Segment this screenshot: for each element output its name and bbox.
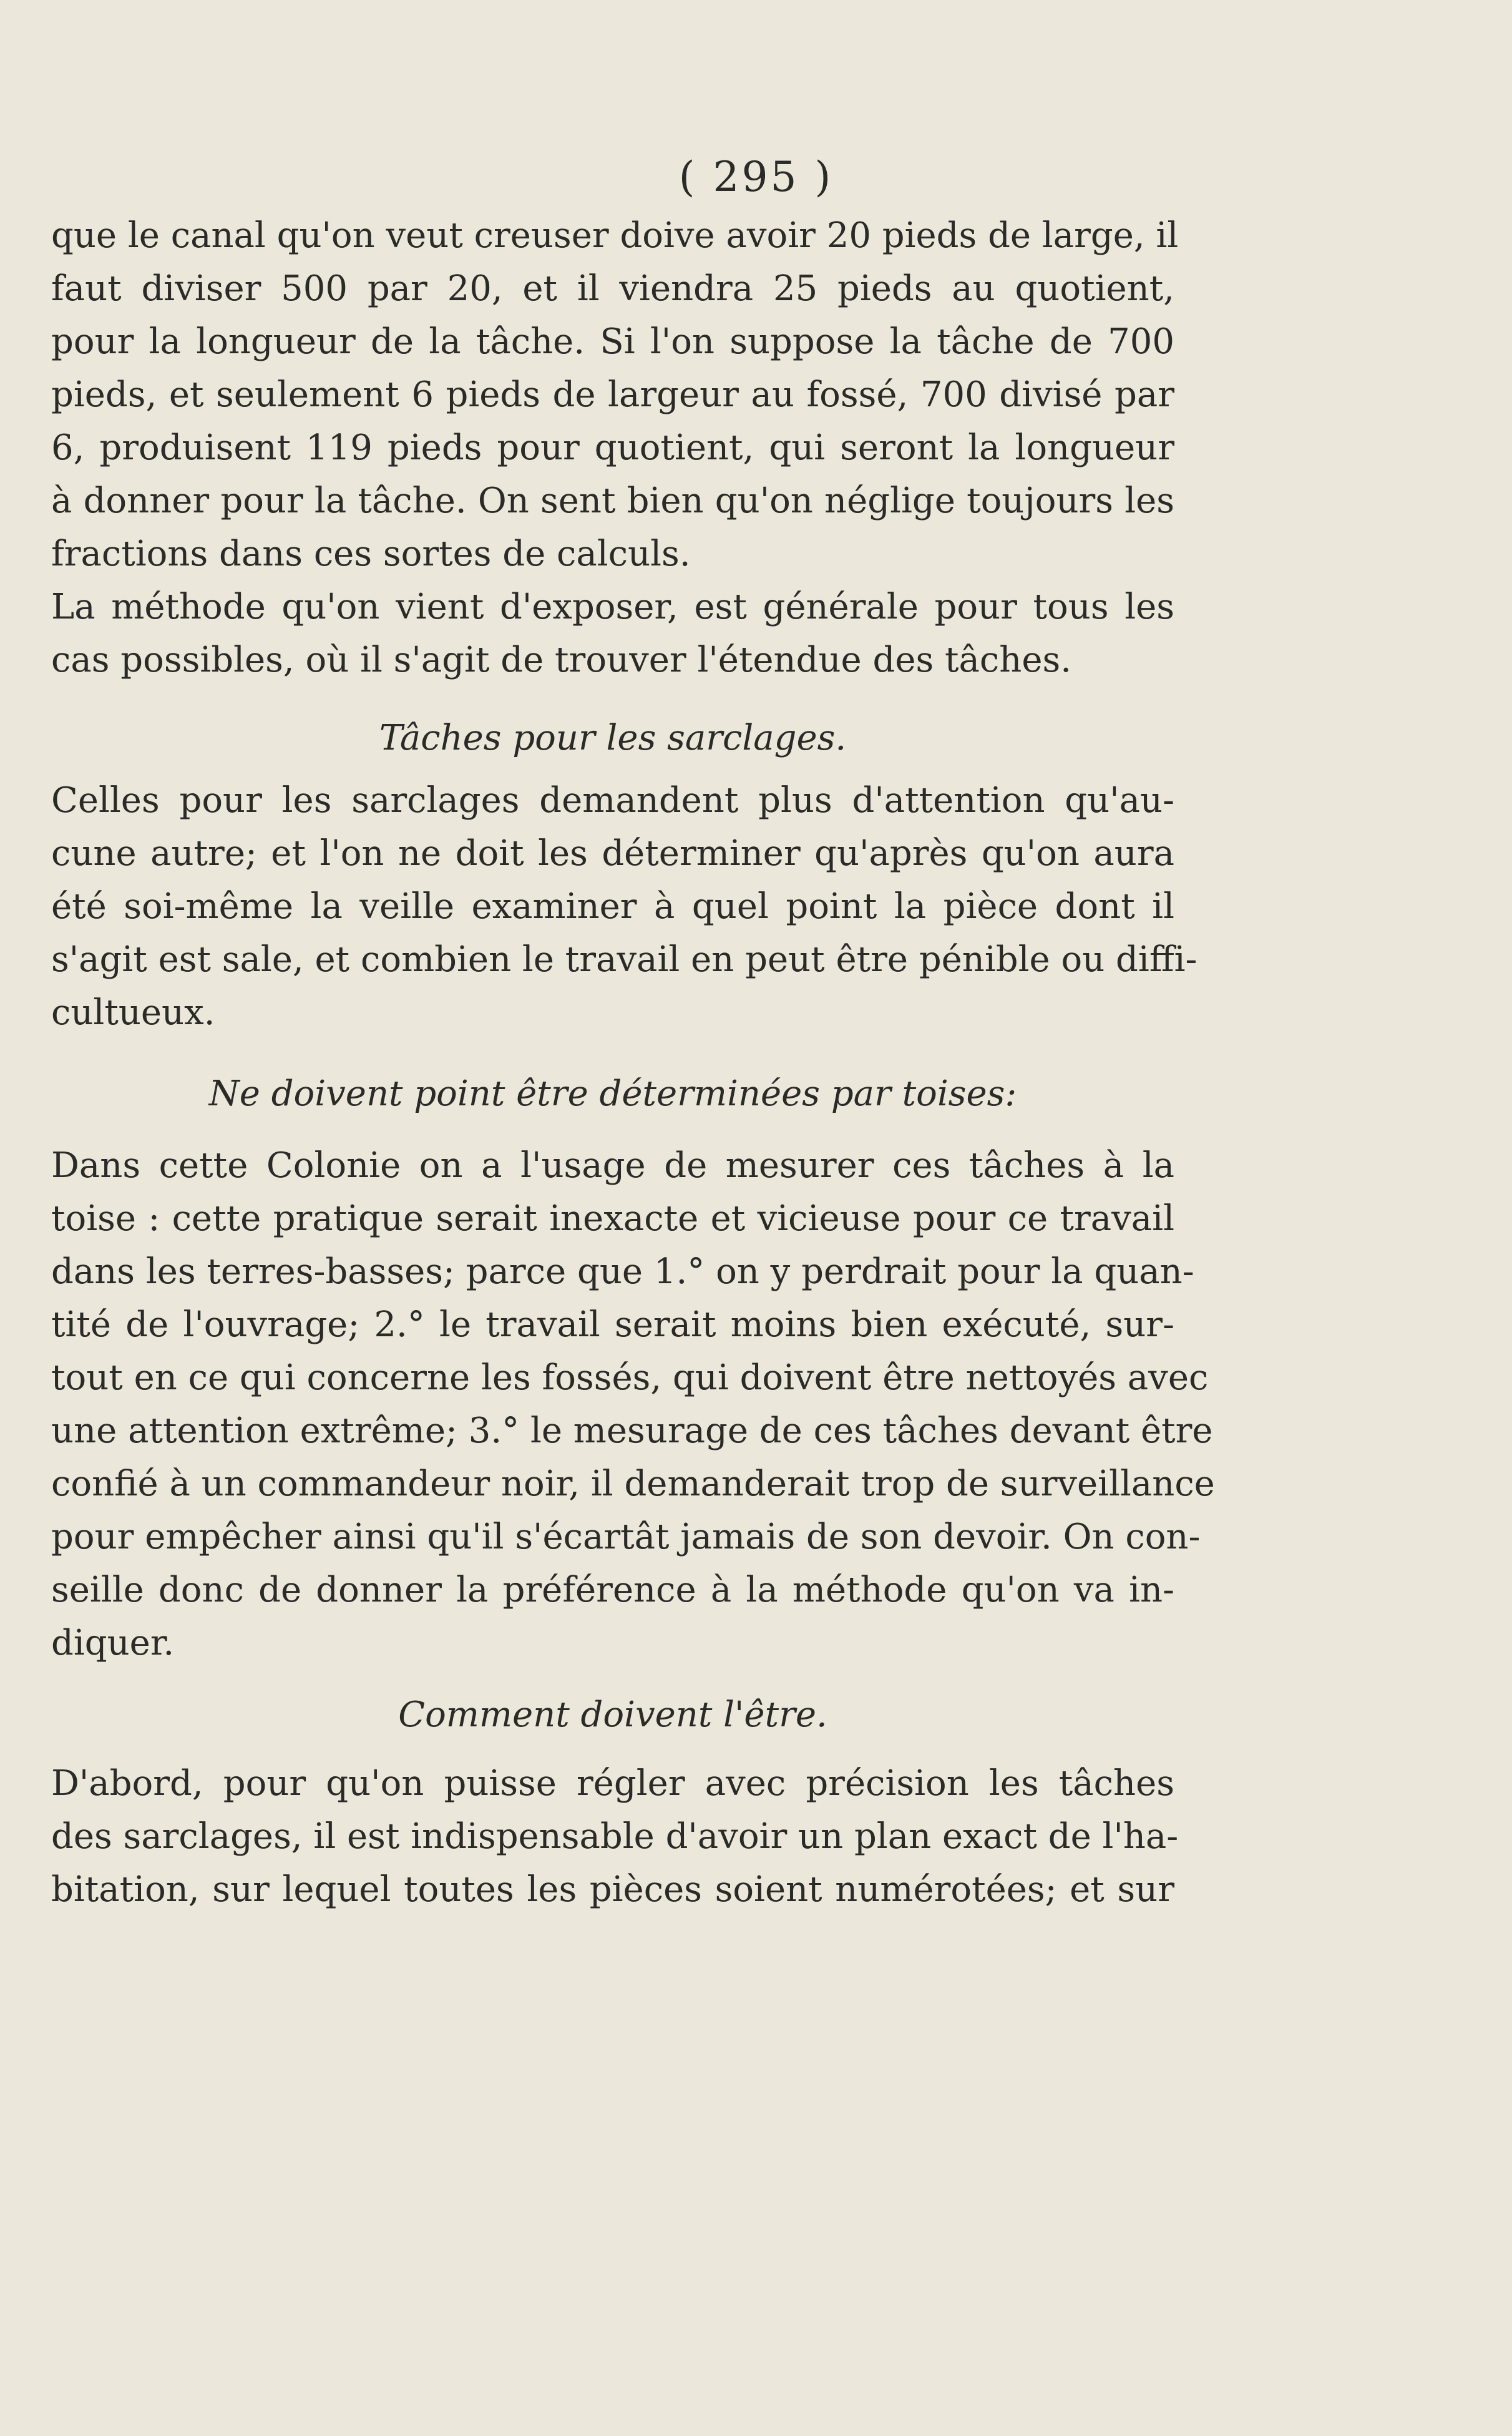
text-line: Dans cette Colonie on a l'usage de mesurer ces tâches à la <box>51 1145 1174 1186</box>
text-line: La méthode qu'on vient d'exposer, est générale pour tous les <box>51 587 1174 627</box>
text-line: tité de l'ouvrage; 2.° le travail serait moins bien exécuté, sur- <box>51 1304 1174 1345</box>
text-line: été soi-même la veille examiner à quel point la pièce dont il <box>51 886 1174 927</box>
text-line: toise : cette pratique serait inexacte et vicieuse pour ce travail <box>51 1198 1174 1239</box>
text-line: bitation, sur lequel toutes les pièces soient numérotées; et sur <box>51 1869 1174 1910</box>
text-line: Celles pour les sarclages demandent plus d'attention qu'au- <box>51 780 1174 821</box>
text-line: faut diviser 500 par 20, et il viendra 25 pieds au quotient, <box>51 268 1174 309</box>
text-line: fractions dans ces sortes de calculs. <box>51 534 691 574</box>
text-line: des sarclages, il est indispensable d'avoir un plan exact de l'ha- <box>51 1816 1179 1857</box>
paragraph-general-method <box>51 580 1174 687</box>
text-line: pour la longueur de la tâche. Si l'on suppose la tâche de 700 <box>51 321 1174 362</box>
text-line: s'agit est sale, et combien le travail en peut être pénible ou diffi- <box>51 939 1197 980</box>
text-line: 6, produisent 119 pieds pour quotient, qui seront la longueur <box>51 428 1174 468</box>
paragraph-plan <box>51 1757 1179 1916</box>
text-line: confié à un commandeur noir, il demanderait trop de surveillance <box>51 1464 1215 1504</box>
paragraph-canal-calculation <box>51 209 1179 580</box>
text-line: diquer. <box>51 1623 175 1663</box>
text-line: pour empêcher ainsi qu'il s'écartât jamais de son devoir. On con- <box>51 1517 1201 1557</box>
text-line: D'abord, pour qu'on puisse régler avec précision les tâches <box>51 1763 1174 1804</box>
paragraph-colonie <box>51 1139 1215 1670</box>
section-heading-toises: Ne doivent point être déterminées par toises: <box>208 1074 1017 1114</box>
paragraph-sarclages <box>51 774 1197 1039</box>
text-line: cas possibles, où il s'agit de trouver l'étendue des tâches. <box>51 640 1071 680</box>
text-line: dans les terres-basses; parce que 1.° on y perdrait pour la quan- <box>51 1251 1194 1292</box>
section-heading-comment: Comment doivent l'être. <box>398 1695 827 1735</box>
text-line: une attention extrême; 3.° le mesurage de ces tâches devant être <box>51 1411 1213 1451</box>
page-number: ( 295 ) <box>678 153 834 201</box>
text-line: que le canal qu'on veut creuser doive avoir 20 pieds de large, il <box>51 215 1179 256</box>
text-line: tout en ce qui concerne les fossés, qui doivent être nettoyés avec <box>51 1357 1209 1398</box>
text-line: cultueux. <box>51 992 215 1033</box>
text-line: cune autre; et l'on ne doit les déterminer qu'après qu'on aura <box>51 833 1174 874</box>
text-line: à donner pour la tâche. On sent bien qu'on néglige toujours les <box>51 481 1174 521</box>
text-line: pieds, et seulement 6 pieds de largeur au fossé, 700 divisé par <box>51 374 1174 415</box>
section-heading-sarclages: Tâches pour les sarclages. <box>379 718 847 758</box>
text-line: seille donc de donner la préférence à la méthode qu'on va in- <box>51 1570 1174 1610</box>
